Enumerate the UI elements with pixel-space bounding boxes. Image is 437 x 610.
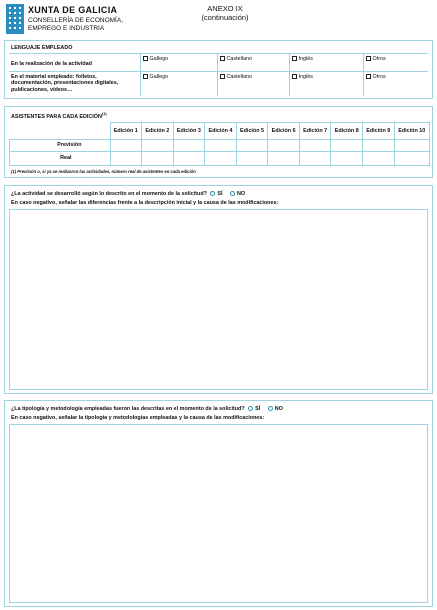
row-label: Real bbox=[10, 152, 111, 166]
question-1-text: ¿La actividad se desarrolló según lo descrito en el momento de la solicitud? bbox=[11, 191, 207, 197]
input-cell[interactable] bbox=[268, 152, 300, 166]
option-otros[interactable]: Otros bbox=[366, 74, 386, 80]
input-cell[interactable] bbox=[331, 140, 363, 152]
input-cell[interactable] bbox=[236, 152, 268, 166]
input-cell[interactable] bbox=[363, 140, 395, 152]
option-gallego[interactable]: Gallego bbox=[143, 56, 168, 62]
question-2-text: ¿La tipología y metodología empleadas fueron las descritas en el momento de la solicitud? bbox=[11, 406, 245, 412]
input-cell[interactable] bbox=[394, 140, 429, 152]
annex-title: ANEXO IX bbox=[207, 4, 243, 13]
col-header: Edición 9 bbox=[363, 123, 395, 140]
yes-radio-icon[interactable] bbox=[210, 191, 215, 196]
option-ingles[interactable]: Inglés bbox=[292, 74, 313, 80]
option-gallego[interactable]: Gallego bbox=[143, 74, 168, 80]
option-otros[interactable]: Otros bbox=[366, 56, 386, 62]
language-section-title: LENGUAJE EMPLEADO bbox=[11, 45, 73, 51]
input-cell[interactable] bbox=[142, 152, 174, 166]
col-header: Edición 8 bbox=[331, 123, 363, 140]
col-header: Edición 7 bbox=[299, 123, 331, 140]
col-header: Edición 4 bbox=[205, 123, 237, 140]
language-section bbox=[4, 40, 433, 99]
input-cell[interactable] bbox=[268, 140, 300, 152]
row-label: Previsión bbox=[10, 140, 111, 152]
question-2-instruction: En caso negativo, señalar la tipología y metodologías empleadas y la causa de las modificaciones: bbox=[11, 415, 265, 421]
input-cell[interactable] bbox=[110, 152, 142, 166]
col-header: Edición 6 bbox=[268, 123, 300, 140]
input-cell[interactable] bbox=[205, 152, 237, 166]
org-name: XUNTA DE GALICIA bbox=[28, 5, 118, 15]
input-cell[interactable] bbox=[205, 140, 237, 152]
input-cell[interactable] bbox=[363, 152, 395, 166]
question-1-instruction: En caso negativo, señalar las diferencias frente a la descripción inicial y la causa de las modificaciones: bbox=[11, 200, 279, 206]
attendees-footnote: (1) Previsión o, si ya se realizaron las actividades, número real de asistentes en cada edición bbox=[11, 169, 196, 174]
question-1-textarea[interactable] bbox=[9, 209, 428, 390]
checkbox-icon[interactable] bbox=[143, 56, 148, 61]
xunta-logo-icon bbox=[6, 4, 24, 34]
attendees-section-title: ASISTENTES PARA CADA EDICIÓN$^{(1)}$ bbox=[11, 111, 107, 120]
input-cell[interactable] bbox=[173, 152, 205, 166]
checkbox-icon[interactable] bbox=[220, 74, 225, 79]
checkbox-icon[interactable] bbox=[220, 56, 225, 61]
table-row bbox=[10, 140, 430, 152]
input-cell[interactable] bbox=[299, 152, 331, 166]
annex-subtitle: (continuación) bbox=[201, 13, 249, 22]
input-cell[interactable] bbox=[394, 152, 429, 166]
col-header: Edición 10 bbox=[394, 123, 429, 140]
attendees-table bbox=[9, 122, 430, 166]
option-castellano[interactable]: Castellano bbox=[220, 56, 252, 62]
checkbox-icon[interactable] bbox=[292, 74, 297, 79]
option-ingles[interactable]: Inglés bbox=[292, 56, 313, 62]
col-header: Edición 5 bbox=[236, 123, 268, 140]
table-row bbox=[10, 152, 430, 166]
col-header: Edición 1 bbox=[110, 123, 142, 140]
no-radio-icon[interactable] bbox=[230, 191, 235, 196]
input-cell[interactable] bbox=[110, 140, 142, 152]
department-line-1: CONSELLERÍA DE ECONOMÍA, bbox=[28, 17, 123, 24]
yes-radio-icon[interactable] bbox=[248, 406, 253, 411]
question-2-textarea[interactable] bbox=[9, 424, 428, 603]
attendees-section bbox=[4, 106, 433, 178]
col-header: Edición 2 bbox=[142, 123, 174, 140]
language-row-label: En la realización de la actividad bbox=[11, 61, 92, 67]
input-cell[interactable] bbox=[142, 140, 174, 152]
option-castellano[interactable]: Castellano bbox=[220, 74, 252, 80]
question-2-section bbox=[4, 400, 433, 607]
checkbox-icon[interactable] bbox=[143, 74, 148, 79]
input-cell[interactable] bbox=[173, 140, 205, 152]
input-cell[interactable] bbox=[236, 140, 268, 152]
question-2-row: ¿La tipología y metodología empleadas fueron las descritas en el momento de la solicitud? SÍ NO bbox=[11, 406, 283, 412]
checkbox-icon[interactable] bbox=[292, 56, 297, 61]
question-1-section bbox=[4, 185, 433, 394]
checkbox-icon[interactable] bbox=[366, 56, 371, 61]
language-row-label: En el material empleado: folletos, documentación, presentaciones digitales, publicaciones, vídeos… bbox=[11, 74, 119, 93]
department-line-2: EMPREGO E INDUSTRIA bbox=[28, 25, 105, 32]
input-cell[interactable] bbox=[299, 140, 331, 152]
no-radio-icon[interactable] bbox=[268, 406, 273, 411]
input-cell[interactable] bbox=[331, 152, 363, 166]
col-header: Edición 3 bbox=[173, 123, 205, 140]
question-1-row: ¿La actividad se desarrolló según lo descrito en el momento de la solicitud? SÍ NO bbox=[11, 191, 246, 197]
checkbox-icon[interactable] bbox=[366, 74, 371, 79]
